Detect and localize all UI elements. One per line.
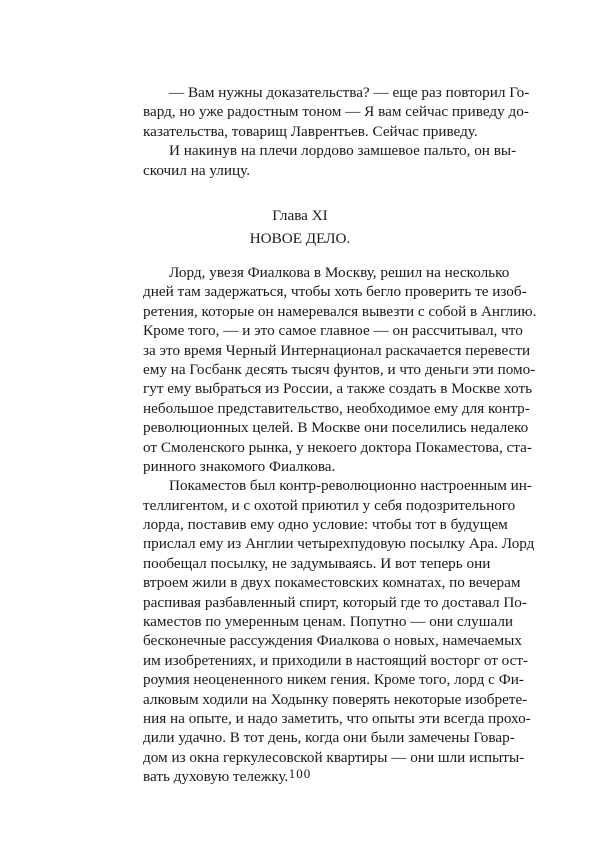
text-line: лорда, поставив ему одно условие: чтобы тот в будущем [143,516,508,534]
text-line: теллигентом, и с охотой приютил у себя подозрительного [143,496,516,514]
text-line: роумия неоцененного никем гения. Кроме того, лорд с Фи- [143,671,524,689]
text-line: И накинув на плечи лордово замшевое пальто, он вы- [169,142,517,160]
text-line: дней там задержаться, чтобы хоть бегло проверить те изоб- [143,283,527,301]
text-line: прислал ему из Англии четырехпудовую посылку Ара. Лорд [143,535,535,553]
text-line: бесконечные рассуждения Фиалкова о новых, намечаемых [143,632,522,650]
text-line: от Смоленского рынка, у некоего доктора Покаместова, ста- [143,438,532,456]
text-line: ему на Госбанк десять тысяч фунтов, и что деньги эти помо- [143,360,536,378]
text-line: вать духовую тележку. [143,768,289,786]
text-line: пообещал посылку, не задумываясь. И вот теперь они [143,554,491,572]
text-line: революционных целей. В Москве они поселились недалеко [143,419,529,437]
text-line: Кроме того, — и это самое главное — он рассчитывал, что [143,322,523,340]
text-line: вард, но уже радостным тоном — Я вам сейчас приведу до- [143,103,529,121]
text-line: Покаместов был контр-революционно настроенным ин- [169,477,532,495]
text-line: за это время Черный Интернационал раскачается перевести [143,341,531,359]
text-line: алковым ходили на Ходынку поверять некоторые изобрете- [143,690,528,708]
text-line: гут ему выбраться из России, а также создать в Москве хоть [143,380,533,398]
text-block-main [143,263,537,787]
text-line: небольшое представительство, необходимое ему для контр- [143,399,530,417]
text-line: скочил на улицу. [143,161,250,179]
text-line: казательства, товарищ Лаврентьев. Сейчас приведу. [143,122,478,140]
text-line: дили удачно. В тот день, когда они были замечены Говар- [143,729,515,747]
text-line: ретения, которые он намеревался вывезти с собой в Англию. [143,302,537,320]
text-line: каместов по умеренным ценам. Попутно — они слушали [143,613,514,631]
text-line: Лорд, увезя Фиалкова в Москву, решил на несколько [169,264,510,281]
text-line: им изобретениях, и приходили в настоящий восторг от ост- [143,651,529,669]
page-number: 100 [288,766,312,781]
chapter-number: Глава XI [272,207,328,224]
text-line: распивая разбавленный спирт, который где то доставал По- [143,593,527,611]
chapter-title: НОВОЕ ДЕЛО. [249,230,351,247]
text-line: ния на опыте, и надо заметить, что опыты эти всегда прохо- [143,709,531,727]
text-line: — Вам нужны доказательства? — еще раз повторил Го- [169,84,530,101]
text-line: ринного знакомого Фиалкова. [143,457,336,475]
text-block-top [143,83,530,180]
text-line: дом из окна геркулесовской квартиры — они шли испыты- [143,748,525,766]
text-line: втроем жили в двух покаместовских комнатах, по вечерам [143,574,521,592]
